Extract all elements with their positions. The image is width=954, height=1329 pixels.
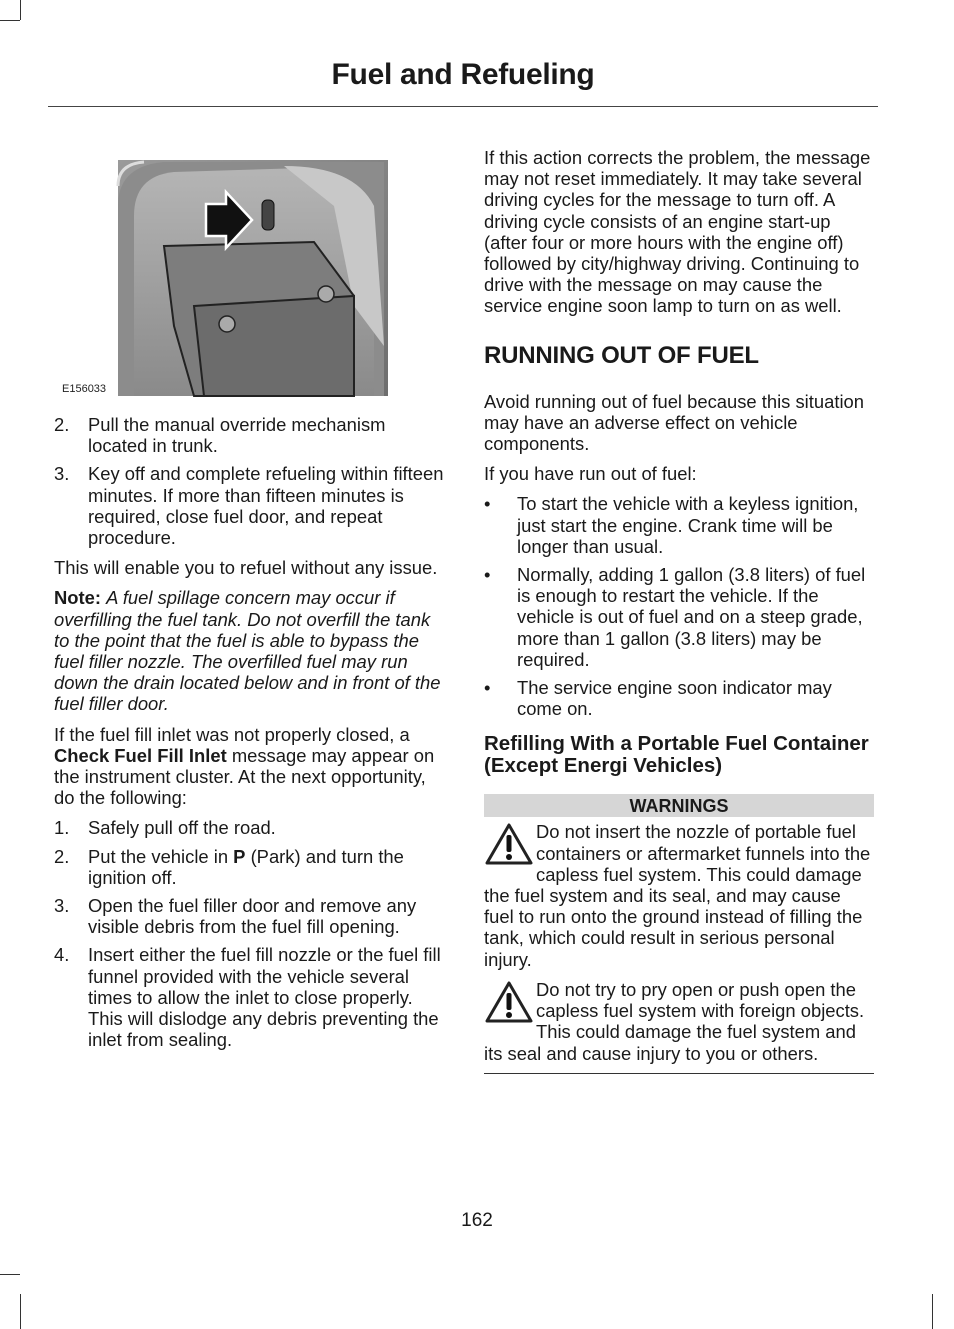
list-item: [484, 677, 874, 719]
subsection-heading: Refilling With a Portable Fuel Container (Except Energi Vehicles): [484, 732, 869, 777]
step-number: 3.: [54, 895, 70, 917]
step-text: Pull the manual override mechanism located in trunk.: [88, 414, 386, 457]
step-text: Put the vehicle in: [88, 845, 234, 867]
left-column: [54, 414, 446, 1059]
step-text: Insert either the fuel fill nozzle or the fuel fill funnel provided with the vehicle several times to allow the inlet to close properly. This will dislodge any debris preventing the inlet from sealing.: [88, 944, 441, 1051]
crop-mark: [0, 1274, 20, 1275]
list-item: [54, 463, 446, 548]
fuel-door-override-illustration: [54, 146, 446, 398]
warnings-divider: [484, 1073, 874, 1074]
step-text: Open the fuel filler door and remove any visible debris from the fuel fill opening.: [88, 895, 417, 938]
warning-text: Do not insert the nozzle of portable fuel containers or aftermarket funnels into the capless fuel system. This could damage the fuel system and its seal, and may cause fuel to run onto the ground instead of filling the tank, which could result in serious personal injury.: [484, 821, 871, 970]
warning-triangle-icon: [484, 980, 536, 1026]
bullet-text: The service engine soon indicator may come on.: [517, 677, 832, 720]
crop-mark: [20, 0, 21, 20]
note-label: Note:: [54, 587, 101, 609]
list-item: [54, 414, 446, 456]
note-paragraph: [54, 587, 446, 714]
list-item: [484, 564, 874, 670]
run-out-paragraph: If you have run out of fuel:: [484, 463, 697, 485]
warning-triangle-icon: [484, 822, 536, 868]
bullet: •: [484, 493, 491, 515]
step-text: Safely pull off the road.: [88, 817, 276, 839]
crop-mark: [20, 1294, 21, 1329]
warning-item: [484, 821, 874, 969]
title-divider: [48, 106, 878, 107]
inlet-text: If the fuel fill inlet was not properly closed, a: [54, 723, 410, 745]
inlet-message-name: Check Fuel Fill Inlet: [54, 744, 227, 766]
list-item: [54, 944, 446, 1050]
inlet-text: message may appear on the instrument cluster. At the next opportunity, do the following:: [54, 744, 435, 809]
warnings-header: WARNINGS: [484, 794, 874, 817]
step-number: 2.: [54, 414, 70, 435]
warning-item: [484, 979, 874, 1064]
bullet: •: [484, 564, 491, 586]
step-text: Key off and complete refueling within fifteen minutes. If more than fifteen minutes is required, close fuel door, and repeat procedure.: [88, 463, 444, 549]
list-item: [484, 493, 874, 557]
list-item: [54, 817, 446, 838]
inlet-paragraph: [54, 724, 446, 809]
step-number: 1.: [54, 817, 70, 839]
step-number: 4.: [54, 944, 70, 966]
override-steps: [54, 414, 446, 548]
warning-text: Do not try to pry open or push open the capless fuel system with foreign objects. This could damage the fuel system and its seal and cause injury to you or others.: [484, 978, 865, 1064]
enable-paragraph: This will enable you to refuel without any issue.: [54, 557, 438, 579]
note-text: A fuel spillage concern may occur if overfilling the fuel tank. Do not overfill the tank to the point that the fuel is able to bypass the fuel filler nozzle. The overfilled fuel may run down the drain located below and in front of the fuel filler door.: [54, 587, 441, 715]
right-column: [484, 147, 874, 1074]
inlet-steps: [54, 817, 446, 1050]
run-out-bullets: [484, 493, 874, 719]
list-item: [54, 846, 446, 888]
page-number: 162: [461, 1210, 493, 1231]
section-heading: RUNNING OUT OF FUEL: [484, 341, 759, 369]
page-title: Fuel and Refueling: [331, 58, 595, 91]
crop-mark: [0, 20, 20, 21]
figure-id: E156033: [62, 383, 107, 395]
gear-position: P: [233, 845, 246, 867]
bullet-text: To start the vehicle with a keyless ignition, just start the engine. Crank time will be longer than usual.: [517, 493, 859, 557]
list-item: [54, 895, 446, 937]
intro-paragraph: If this action corrects the problem, the message may not reset immediately. It may take several driving cycles for the message to turn off. A driving cycle consists of an engine start-up (after four or more hours with the engine off) followed by city/highway driving. Continuing to drive with the message on may cause the service engine soon lamp to turn on as well.: [484, 147, 871, 317]
step-number: 3.: [54, 463, 70, 485]
bullet-text: Normally, adding 1 gallon (3.8 liters) of fuel is enough to restart the vehicle. If the vehicle is out of fuel and on a steep grade, more than 1 gallon (3.8 liters) may be required.: [517, 564, 866, 670]
step-number: 2.: [54, 845, 70, 867]
step-text: (Park) and turn the ignition off.: [88, 845, 404, 888]
crop-mark: [932, 1294, 933, 1329]
avoid-paragraph: Avoid running out of fuel because this situation may have an adverse effect on vehicle components.: [484, 390, 864, 455]
bullet: •: [484, 677, 491, 699]
